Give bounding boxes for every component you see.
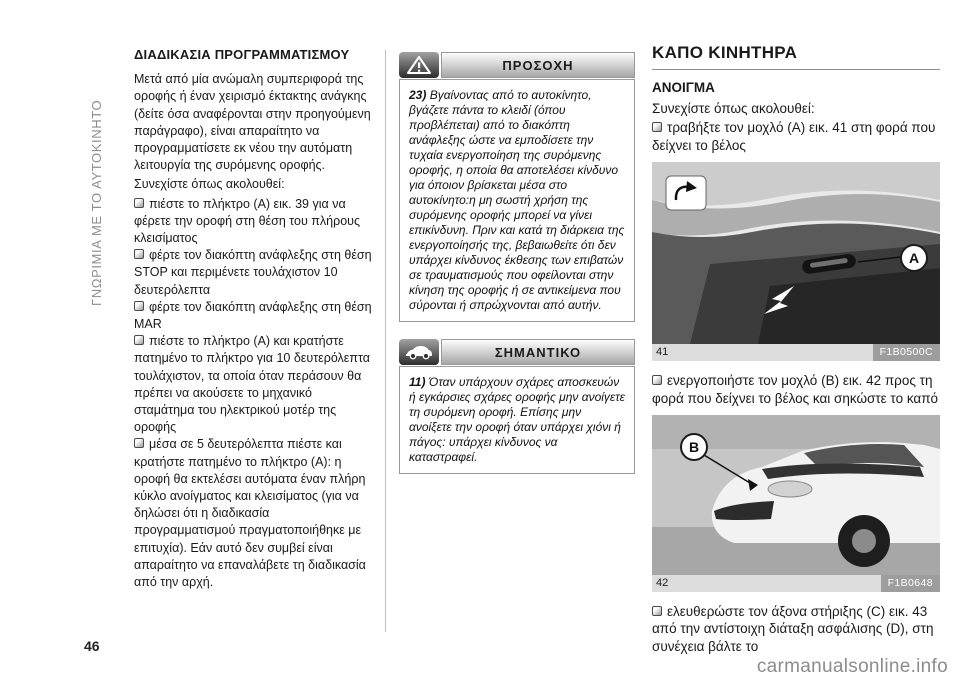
step-text: πιέστε το πλήκτρο (Α) και κρατήστε πατημένο το πλήκτρο για 10 δευτερόλεπτα τουλάχιστον, τα οποία όταν περάσουν θα πρέπει να ακούσετε το μηχανικό σταμάτημα του ηλεκτρικού μοτέρ της οροφής [134, 334, 370, 435]
square-bullet-icon [134, 335, 144, 345]
square-bullet-icon [652, 606, 662, 616]
figure-41-image [652, 162, 940, 344]
step-text: τραβήξτε τον μοχλό (Α) εικ. 41 στη φορά που δείχνει το βέλος [652, 120, 936, 154]
watermark: carmanualsonline.info [756, 656, 948, 677]
figure-number: 41 [656, 345, 669, 358]
step-text: φέρτε τον διακόπτη ανάφλεξης στη θέση STOP και περιμένετε τουλάχιστον 10 δευτερόλεπτα [134, 248, 372, 297]
warning-box-header [399, 52, 635, 78]
square-bullet-icon [134, 438, 144, 448]
figure-42-image [652, 415, 940, 575]
step-text: ενεργοποιήστε τον μοχλό (Β) εικ. 42 προς τη φορά που δείχνει το βέλος και σηκώστε το καπό [652, 372, 939, 406]
figure-number: 42 [656, 576, 669, 589]
warning-item-number: 23) [409, 88, 427, 102]
section-heading: ΔΙΑΔΙΚΑΣΙΑ ΠΡΟΓΡΑΜΜΑΤΙΣΜΟΥ [134, 47, 350, 62]
important-box-title: ΣΗΜΑΝΤΙΚΟ [441, 339, 635, 365]
square-bullet-icon [134, 198, 144, 208]
important-item-number: 11) [409, 375, 426, 389]
page-number: 46 [84, 638, 100, 654]
square-bullet-icon [134, 301, 144, 311]
proceed-line: Συνεχίστε όπως ακολουθεί: [652, 100, 815, 116]
chapter-heading: ΚΑΠΟ ΚΙΝΗΤΗΡΑ [652, 44, 940, 70]
figure-code: F1B0500C [873, 344, 940, 361]
warning-box-body [399, 79, 635, 322]
procedure-step [134, 247, 374, 299]
procedure-step [652, 119, 940, 155]
proceed-line: Συνεχίστε όπως ακολουθεί: [134, 177, 285, 192]
car-icon [399, 339, 439, 365]
important-box [399, 339, 635, 474]
underdash-lever-illustration [652, 162, 940, 344]
procedure-step [652, 603, 940, 656]
figure-42-caption [652, 575, 940, 592]
warning-box-title: ΠΡΟΣΟΧΗ [441, 52, 635, 78]
warning-item-text: Βγαίνοντας από το αυτοκίνητο, βγάζετε πάντα το κλειδί (όπου προβλέπεται) από το διακόπτη ανάφλεξης ώστε να εμποδίσετε την τυχαία ενεργοποίηση της συρόμενης οροφής, η οποία θα αποτελέσει κίνδυνο για όποιον βρίσκεται μέσα στο αυτοκίνητο:η μη σωστή χρήση της συρόμενης οροφής μπορεί να γίνει επικίνδυνη. Πριν και κατά τη διάρκεια της ενεργοποίησής της, βεβαιωθείτε ότι δεν υπάρχει κίνδυνος έκθεσης των επιβατών σε τραυματισμούς που οφείλονται στην κίνηση της οροφής ή σε αντικείμενα που σύρονται ή σπρώχνονται από αυτήν. [409, 88, 625, 312]
step-text: φέρτε τον διακόπτη ανάφλεξης στη θέση MAR [134, 299, 372, 332]
intro-paragraph: Μετά από μία ανώμαλη συμπεριφορά της οροφής ή έναν χειρισμό έκτακτης ανάγκης (δείτε όσα αναφέρονται στην προηγούμενη παράγραφο), είναι απαραίτητο να προγραμματίσετε εκ νέου την αυτόματη λειτουργία της συρόμενης οροφής. [134, 72, 371, 173]
figure-41-caption [652, 344, 940, 361]
important-item-text: Όταν υπάρχουν σχάρες αποσκευών ή εγκάρσιες σχάρες οροφής μην ανοίγετε τη συρόμενη οροφή. Επίσης μην ανοίξετε την οροφή όταν υπάρχει χιόνι ή πάγος: υπάρχει κίνδυνος να καταστραφεί. [409, 375, 625, 464]
figure-41 [652, 162, 940, 361]
warning-box [399, 52, 635, 322]
procedure-step [652, 372, 940, 408]
step-text: μέσα σε 5 δευτερόλεπτα πιέστε και κρατήστε πατημένο το πλήκτρο (Α): η οροφή θα εκτελέσει αυτόματα έναν πλήρη κύκλο ανοίγματος και κλεισίματος (για να δηλώσει ότι η διαδικασία προγραμματισμού πραγματοποιήθηκε με επιτυχία). Εάν αυτό δεν συμβεί είναι απαραίτητο να επαναλάβετε τη διαδικασία από την αρχή. [134, 437, 366, 590]
callout-B: B [680, 433, 708, 461]
procedure-step [134, 436, 374, 591]
chapter-sidebar-label: ΓΝΩΡΙΜΙΑ ΜΕ ΤΟ ΑΥΤΟΚΙΝΗΤΟ [89, 99, 104, 306]
programming-procedure-section [134, 46, 374, 591]
column-divider [385, 50, 386, 632]
square-bullet-icon [652, 375, 662, 385]
notices-column [399, 52, 635, 491]
procedure-step [134, 333, 374, 436]
engine-hood-section [652, 44, 940, 656]
step-text: ελευθερώστε τον άξονα στήριξης (C) εικ. 43 από την αντίστοιχη διάταξη ασφάλισης (D), στη συνέχεια βάλτε το [652, 603, 934, 655]
figure-42 [652, 415, 940, 592]
figure-code: F1B0648 [881, 575, 940, 592]
callout-A: A [900, 244, 928, 272]
square-bullet-icon [652, 122, 662, 132]
step-text: πιέστε το πλήκτρο (Α) εικ. 39 για να φέρετε την οροφή στη θέση του πλήρους κλεισίματος [134, 196, 361, 246]
procedure-step [134, 196, 374, 248]
procedure-step [134, 299, 374, 333]
important-box-body [399, 366, 635, 474]
warning-triangle-icon [399, 52, 439, 78]
square-bullet-icon [134, 249, 144, 259]
important-box-header [399, 339, 635, 365]
subsection-heading: ΑΝΟΙΓΜΑ [652, 79, 715, 95]
